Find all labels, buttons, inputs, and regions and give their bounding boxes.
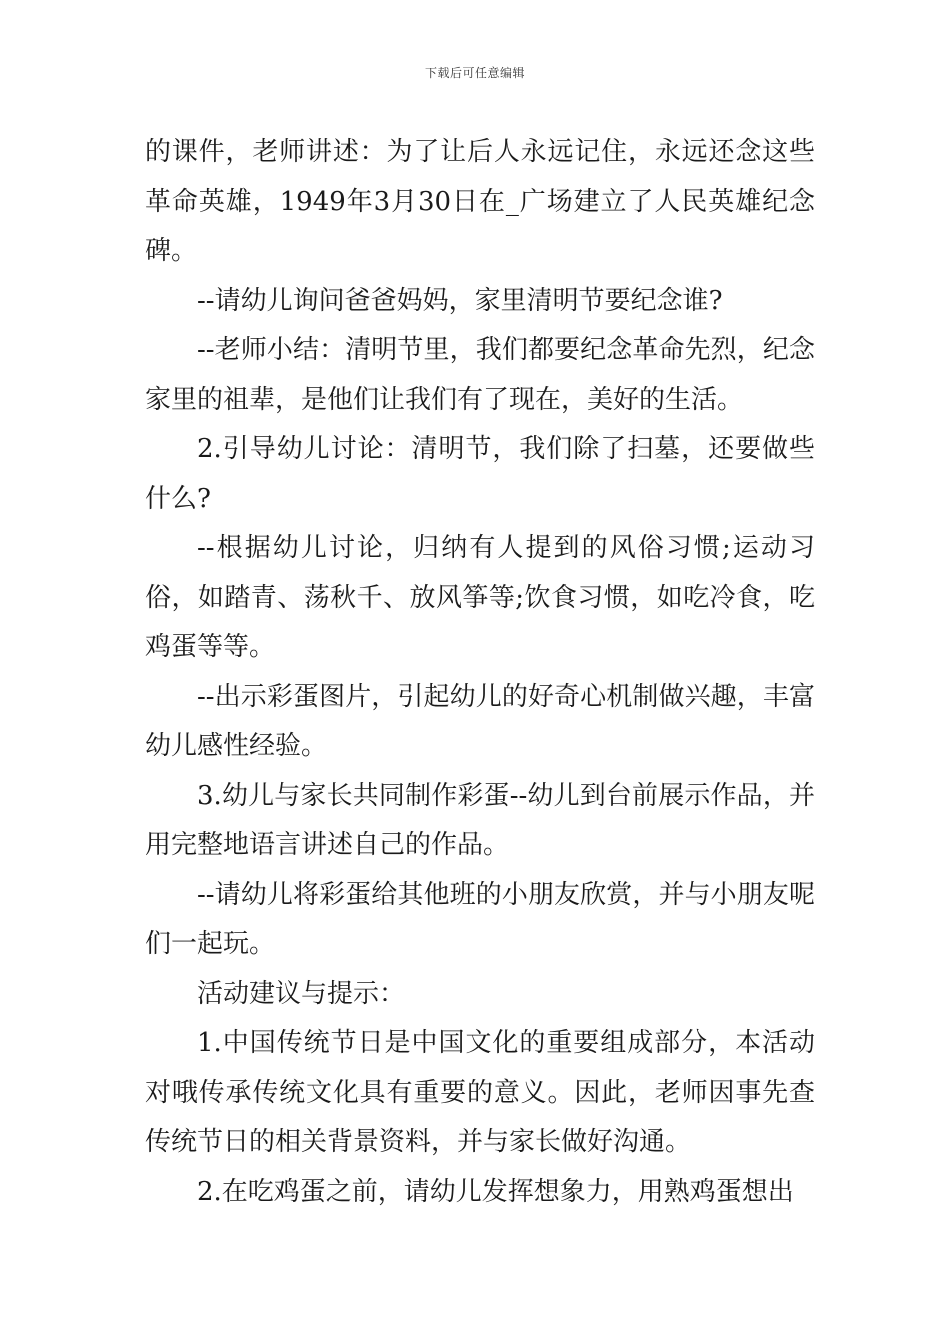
paragraph-1: 的课件，老师讲述：为了让后人永远记住，永远还念这些革命英雄，1949年3月30日在_广场建立了人民英雄纪念碑。	[145, 137, 815, 266]
paragraph-5: --根据幼儿讨论，归纳有人提到的风俗习惯;运动习俗，如踏青、荡秋千、放风筝等;饮食习惯，如吃冷食，吃鸡蛋等等。	[145, 533, 815, 662]
paragraph-8: --请幼儿将彩蛋给其他班的小朋友欣赏，并与小朋友呢们一起玩。	[145, 879, 815, 959]
paragraph-3: --老师小结：清明节里，我们都要纪念革命先烈，纪念家里的祖辈，是他们让我们有了现在，美好的生活。	[145, 335, 815, 415]
page-header: 下载后可任意编辑	[424, 66, 525, 80]
document-body	[145, 128, 815, 1217]
paragraph-4: 2.引导幼儿讨论：清明节，我们除了扫墓，还要做些什么?	[145, 434, 815, 514]
paragraph-11: 2.在吃鸡蛋之前，请幼儿发挥想象力，用熟鸡蛋想出	[197, 1176, 794, 1207]
paragraph-10: 1.中国传统节日是中国文化的重要组成部分，本活动对哦传承传统文化具有重要的意义。因此，老师因事先查传统节日的相关背景资料，并与家长做好沟通。	[145, 1028, 815, 1157]
paragraph-7: 3.幼儿与家长共同制作彩蛋--幼儿到台前展示作品，并用完整地语言讲述自己的作品。	[145, 780, 815, 860]
section-heading: 活动建议与提示：	[197, 978, 406, 1009]
paragraph-2: --请幼儿询问爸爸妈妈，家里清明节要纪念谁?	[197, 285, 723, 316]
paragraph-6: --出示彩蛋图片，引起幼儿的好奇心机制做兴趣，丰富幼儿感性经验。	[145, 681, 815, 761]
